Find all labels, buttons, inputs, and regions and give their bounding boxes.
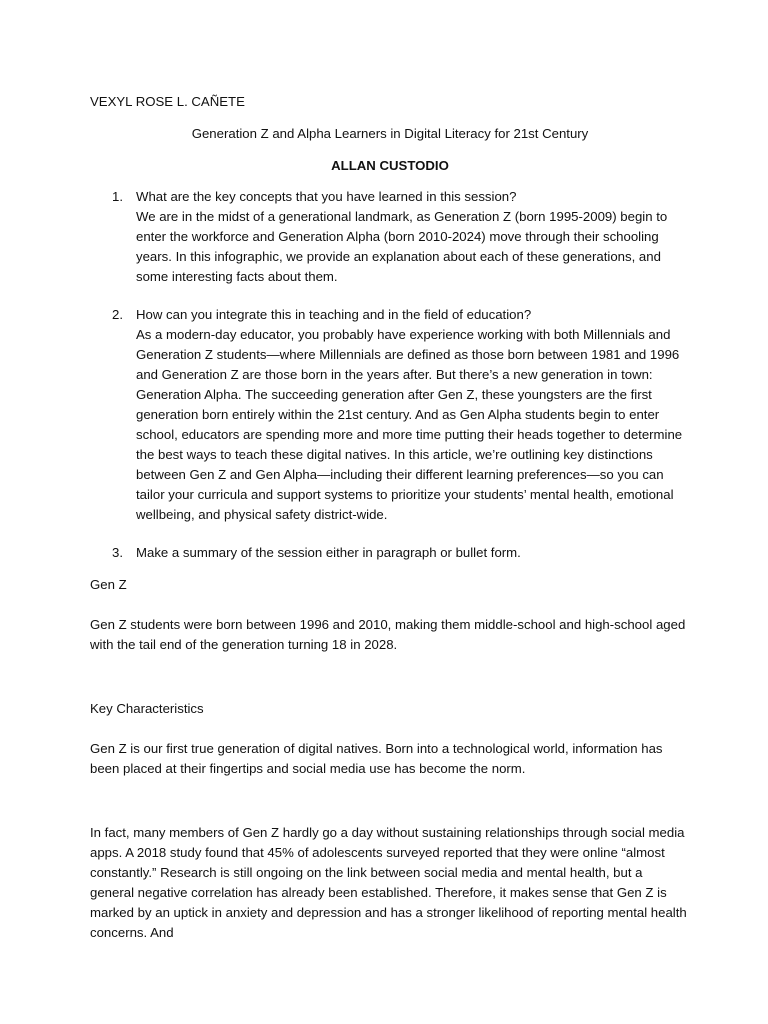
question-text: Make a summary of the session either in paragraph or bullet form. <box>136 545 521 560</box>
section-heading-key-characteristics: Key Characteristics <box>90 701 204 716</box>
question-list <box>90 187 690 563</box>
author-name: VEXYL ROSE L. CAÑETE <box>90 94 245 109</box>
key-characteristics-paragraph-1: Gen Z is our first true generation of digital natives. Born into a technological world, information has been placed at their fingertips and social media use has become the norm. <box>90 741 663 776</box>
document-page <box>90 92 690 943</box>
section-heading-genz: Gen Z <box>90 577 127 592</box>
speaker-name: ALLAN CUSTODIO <box>331 158 449 173</box>
question-item-2 <box>90 305 690 525</box>
genz-paragraph: Gen Z students were born between 1996 and 2010, making them middle-school and high-school aged with the tail end of the generation turning 18 in 2028. <box>90 617 686 652</box>
question-number: 1. <box>112 189 123 204</box>
question-number: 3. <box>112 545 123 560</box>
answer-text: We are in the midst of a generational landmark, as Generation Z (born 1995-2009) begin to enter the workforce and Generation Alpha (born 2010-2024) move through their schooling years. In this infographic, we provide an explanation about each of these generations, and some interesting facts about them. <box>136 209 668 284</box>
question-text: What are the key concepts that you have learned in this session? <box>136 189 517 204</box>
document-title: Generation Z and Alpha Learners in Digital Literacy for 21st Century <box>191 126 589 141</box>
question-text: How can you integrate this in teaching and in the field of education? <box>136 307 532 322</box>
key-characteristics-paragraph-2: In fact, many members of Gen Z hardly go a day without sustaining relationships through social media apps. A 2018 study found that 45% of adolescents surveyed reported that they were online “almost constantly.” Research is still ongoing on the link between social media and mental health, but a general negative correlation has already been established. Therefore, it makes sense that Gen Z is marked by an uptick in anxiety and depression and has a stronger likelihood of reporting mental health concerns. And <box>90 825 687 940</box>
answer-text: As a modern-day educator, you probably have experience working with both Millennials and Generation Z students—where Millennials are defined as those born between 1981 and 1996 and Generation Z are those born in the years after. But there’s a new generation in town: Generation Alpha. The succeeding generation after Gen Z, these youngsters are the first generation born entirely within the 21st century. And as Gen Alpha students begin to enter school, educators are spending more and more time putting their heads together to determine the best ways to teach these digital natives. In this article, we’re outlining key distinctions between Gen Z and Gen Alpha—including their different learning preferences—so you can tailor your curricula and support systems to prioritize your students’ mental health, emotional wellbeing, and physical safety district-wide. <box>136 327 683 522</box>
question-number: 2. <box>112 307 123 322</box>
question-item-3 <box>90 543 690 563</box>
question-item-1 <box>90 187 690 287</box>
